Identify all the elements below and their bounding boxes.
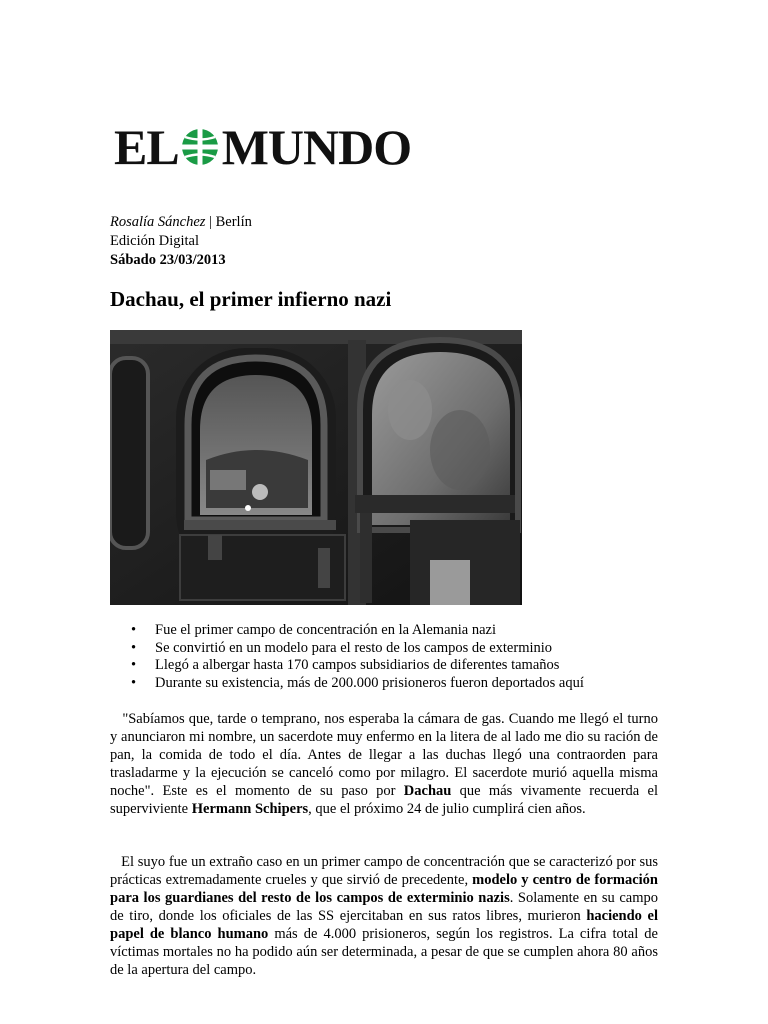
article-paragraph-2 [110,853,658,979]
article-title: Dachau, el primer infierno nazi [110,287,392,311]
el-mundo-logo [114,119,412,175]
paragraph-text: , que el próximo 24 de julio cumplirá cien años. [308,801,586,817]
logo-text-mundo: MUNDO [221,119,412,175]
paragraph-text: "Sabíamos que, tarde o temprano, nos esperaba la cámara de gas. Cuando me llegó el turno y anunciaron mi nombre, un sacerdote muy enfermo en la litera de al lado me dio su ración de pan, la comida de todo el día. Antes de llegar a las duchas llegó una contraorden para trasladarme y la ejecución se canceló como por milagro. El sacerdote murió aquella misma noche". Este es el momento de su paso por [110,711,658,799]
list-item-text: Fue el primer campo de concentración en la Alemania nazi [155,622,497,638]
city: Berlín [215,214,252,230]
list-item [110,657,584,675]
byline-separator: | [205,214,216,230]
key-points-list [110,622,584,692]
paragraph-text: El suyo fue un extraño caso en un primer campo de concentración que se caracterizó por sus prácticas extremadamente crueles y que sirvió de precedente, [110,854,659,888]
list-item-text: Durante su existencia, más de 200.000 prisioneros fueron deportados aquí [155,674,584,691]
bullet-marker: • [131,657,137,673]
edition: Edición Digital [110,233,199,249]
bold-text: Hermann Schipers [191,801,309,817]
bold-text: Dachau [403,783,452,799]
author-line [110,213,252,232]
bold-text: modelo y centro de formación para los guardianes del resto de los campos de exterminio nazis [110,872,659,906]
bold-text: haciendo el papel de blanco humano [110,908,658,942]
bullet-marker: • [131,622,137,638]
globe-icon [181,128,219,166]
paragraph-text: más de 4.000 prisioneros, según los registros. La cifra total de víctimas mortales no ha podido aún ser determinada, a pesar de que se cumplen ahora 80 años de la apertura del campo. [110,926,658,978]
article-paragraph-1 [110,710,658,818]
list-item [110,622,584,640]
article-photo [110,330,522,605]
list-item-text: Se convirtió en un modelo para el resto de los campos de exterminio [155,639,553,656]
byline [110,213,252,270]
author-name: Rosalía Sánchez [110,214,206,230]
bullet-marker: • [131,639,137,656]
publication-date: Sábado 23/03/2013 [110,252,226,268]
list-item [110,675,584,693]
list-item [110,640,584,658]
logo-text-el: EL [114,119,179,175]
paragraph-text: que más vivamente recuerda el superviviente [110,783,658,817]
list-item-text: Llegó a albergar hasta 170 campos subsidiarios de diferentes tamaños [155,657,560,673]
paragraph-text: . Solamente en su campo de tiro, donde los oficiales de las SS ejercitaban en sus ratos libres, murieron [110,890,658,924]
bullet-marker: • [131,674,137,691]
